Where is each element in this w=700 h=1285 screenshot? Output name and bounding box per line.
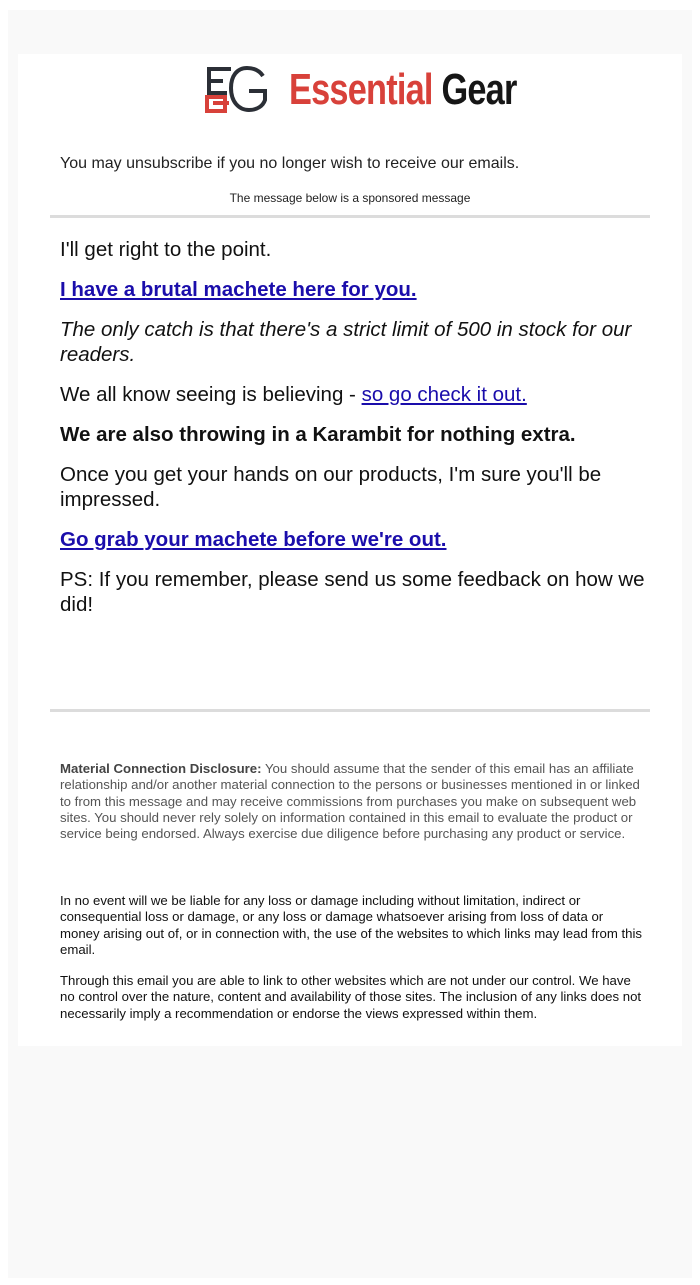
intro-line: I'll get right to the point. — [60, 238, 272, 261]
brand-wordmark — [289, 65, 517, 114]
disclosure-body: You should assume that the sender of this email has an affiliate relationship and/or another material connection to the persons or businesses mentioned in or linked to from this message and may receive commissions from purchases you make on subsequent web sites. You should never rely solely on information contained in this email to evaluate the product or service being endorsed. Always exercise due diligence before purchasing any product or service. — [60, 761, 640, 842]
external-links-notice: Through this email you are able to link to other websites which are not under our control. We have no control over the nature, content and availability of those sites. The inclusion of any links does not necessarily imply a recommendation or endorse the views expressed within them. — [60, 973, 642, 1021]
grab-link-paragraph — [60, 527, 650, 552]
impressed-text: Once you get your hands on our products, I'm sure you'll be impressed. — [60, 463, 602, 511]
grab-machete-link[interactable]: Go grab your machete before we're out. — [60, 528, 447, 551]
machete-link[interactable]: I have a brutal machete here for you. — [60, 278, 417, 301]
seeing-text: We all know seeing is believing - — [60, 383, 362, 406]
check-it-out-link[interactable]: so go check it out. — [361, 383, 527, 406]
logo-word-gear: Gear — [441, 65, 517, 114]
unsubscribe-notice: You may unsubscribe if you no longer wish to receive our emails. — [60, 155, 520, 172]
top-divider — [50, 215, 650, 218]
stock-limit-text: The only catch is that there's a strict limit of 500 in stock for our readers. — [60, 318, 632, 366]
disclosure-title: Material Connection Disclosure: — [60, 761, 262, 776]
brand-logo[interactable] — [205, 64, 581, 116]
machete-link-paragraph — [60, 277, 650, 302]
bottom-divider — [50, 709, 650, 712]
eg-monogram-icon — [205, 64, 269, 116]
sponsored-note: The message below is a sponsored message — [229, 191, 471, 205]
material-disclosure — [60, 761, 645, 842]
message-body — [60, 237, 650, 632]
seeing-paragraph — [60, 382, 650, 407]
ps-feedback-text: PS: If you remember, please send us some feedback on how we did! — [60, 568, 645, 616]
liability-notice: In no event will we be liable for any loss or damage including without limitation, indirect or consequential loss or damage, or any loss or damage whatsoever arising from loss of data or money arising out of, or in connection with, the use of the websites to which links may lead from this email. — [60, 893, 643, 957]
karambit-bonus-text: We are also throwing in a Karambit for nothing extra. — [60, 423, 576, 446]
logo-word-essential: Essential — [289, 65, 433, 114]
